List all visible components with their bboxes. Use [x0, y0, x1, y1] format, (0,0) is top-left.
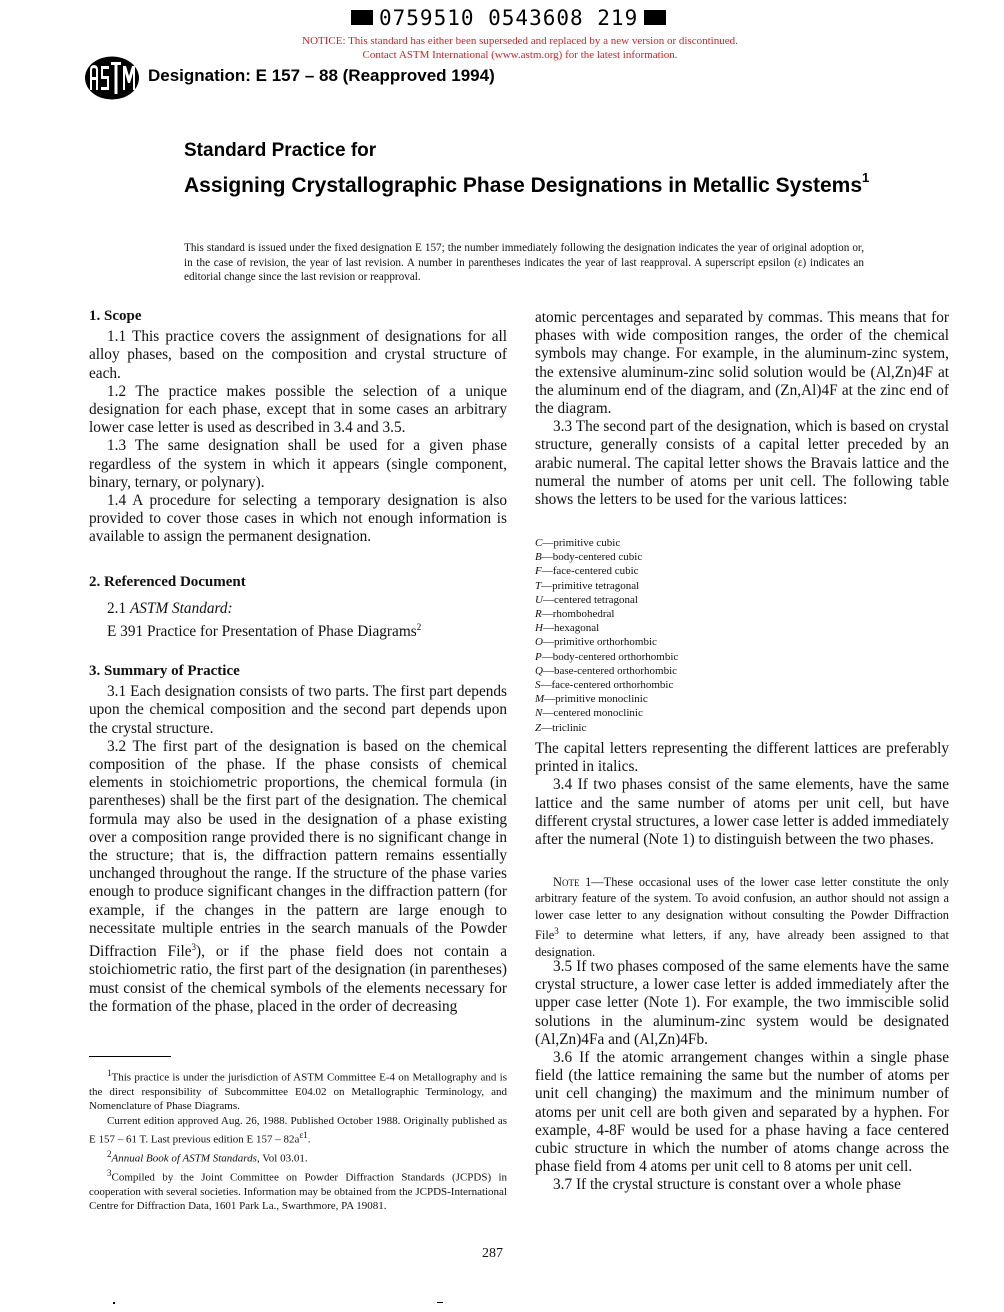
footnote-2	[89, 1147, 507, 1166]
title-footnote-ref: 1	[862, 170, 870, 185]
lattice-description: —centered tetragonal	[542, 593, 638, 606]
paragraph-number: 2.1	[107, 600, 130, 618]
lattice-description: —body-centered orthorhombic	[541, 650, 679, 663]
lattice-row	[535, 678, 678, 692]
lattice-description: —centered monoclinic	[542, 707, 643, 720]
section-referenced	[89, 573, 507, 642]
lattice-row	[535, 664, 678, 678]
title-line-1: Standard Practice for	[184, 140, 377, 161]
lattice-description: —triclinic	[541, 721, 587, 734]
paragraph-1-2: 1.2 The practice makes possible the selection of a unique designation for each phase, except that in some cases an arbitrary lower case letter is used as described in 3.4 and 3.5.	[89, 382, 507, 437]
lattice-letter: Z	[535, 721, 542, 734]
note-label: Note 1	[553, 875, 592, 889]
paragraph-3-1: 3.1 Each designation consists of two parts. The first part depends upon the chemical composition and the second part depends upon the crystal structure.	[89, 683, 507, 737]
lattice-letter: U	[535, 593, 543, 606]
lattice-row	[535, 721, 678, 735]
lattice-description: —face-centered cubic	[541, 565, 639, 578]
note-text: —These occasional uses of the lower case letter constitute the only arbitrary feature of the system. To avoid confusion, an author should not assign a lower case letter to any designation without consulting the Powder Diffraction File	[535, 875, 949, 943]
paragraph-3-3: 3.3 The second part of the designation, which is based on crystal structure, generally consists of a capital letter preceded by an arabic numeral. The capital letter shows the Bravais lattice and the numeral the number of atoms per unit cell. The following table shows the letters to be used for the various lattices:	[535, 418, 949, 509]
barcode	[345, 6, 672, 30]
notice-line-1: NOTICE: This standard has either been superseded and replaced by a new version or discontinued.	[302, 35, 738, 47]
lattice-letter: B	[535, 551, 542, 564]
title-main	[184, 167, 884, 198]
barcode-number: 0759510 0543608 219	[379, 6, 639, 30]
designation: Designation: E 157 – 88 (Reapproved 1994)	[148, 66, 495, 85]
lattice-row	[535, 593, 678, 607]
lattice-row	[535, 550, 678, 564]
paragraph-3-5: 3.5 If two phases composed of the same elements have the same crystal structure, a lower case letter is added immediately after the upper case letter (Note 1). For example, the two immiscible solid solutions in the aluminum-zinc system would be designated (Al,Zn)4Fa and (Al,Zn)4Fb.	[535, 958, 949, 1048]
lattice-letter: M	[535, 693, 545, 706]
paragraph-1-3: 1.3 The same designation shall be used for a given phase regardless of the system in which it appears (single component, binary, ternary, or polynary).	[89, 437, 507, 491]
lattice-table	[535, 536, 678, 735]
lattice-letter: P	[535, 650, 542, 663]
lattice-row	[535, 635, 678, 649]
lattice-letter: T	[535, 579, 542, 592]
paragraph-text: ), or if the phase field does not contain a stoichiometric ratio, the first part of the designation (in parentheses) must consist of the chemical symbols of the elements necessary for the formation of the phase, placed in the order of decreasing	[89, 943, 507, 1015]
paragraph-3-4: 3.4 If two phases consist of the same elements, have the same lattice and the same number of atoms per unit cell, but have different crystal structures, a lower case letter is added immediately after the numeral (Note 1) to distinguish between the two phases.	[535, 776, 949, 849]
astm-logo-icon	[84, 56, 140, 100]
right-column-bottom	[535, 958, 949, 1195]
section-heading: 3. Summary of Practice	[89, 663, 240, 679]
footnote-1	[89, 1066, 507, 1114]
lattice-letter: S	[535, 679, 541, 692]
lattice-row	[535, 536, 678, 550]
page-number: 287	[482, 1246, 503, 1261]
lattice-letter: N	[535, 707, 543, 720]
barcode-block-right	[644, 10, 666, 25]
reference-text: E 391 Practice for Presentation of Phase Diagrams	[107, 623, 417, 641]
paragraph-1-1: 1.1 This practice covers the assignment of designations for all alloy phases, based on the composition and crystal structure of each.	[89, 328, 507, 382]
footnote-book-title: Annual Book of ASTM Standards	[111, 1152, 257, 1165]
scan-artifact-dash	[437, 1302, 443, 1303]
lattice-description: —primitive orthorhombic	[542, 636, 657, 649]
section-heading: 2. Referenced Document	[89, 574, 246, 590]
note-1	[535, 874, 949, 960]
footnote-text: Current edition approved Aug. 26, 1988. Published October 1988. Originally published as E 157 – 61 T. Last previous edition E 157 – 82a	[89, 1114, 507, 1146]
footnote-text: .	[307, 1133, 311, 1146]
section-summary	[89, 662, 507, 1016]
paragraph-2-1	[89, 600, 507, 618]
lattice-row	[535, 607, 678, 621]
italics-note: The capital letters representing the different lattices are preferably printed in italics.	[535, 740, 949, 776]
lattice-description: —body-centered cubic	[541, 551, 643, 564]
paragraph-3-7: 3.7 If the crystal structure is constant over a whole phase	[553, 1176, 901, 1194]
footnote-text: This practice is under the jurisdiction of ASTM Committee E-4 on Metallography and is the direct responsibility of Subcommittee E04.02 on Metallographic Terminology, and Nomenclature of Phase Diagrams.	[89, 1071, 507, 1113]
right-column-middle	[535, 740, 949, 849]
note-text: to determine what letters, if any, have already been assigned to that designation.	[535, 928, 949, 959]
lattice-letter: F	[535, 565, 542, 578]
lattice-description: —primitive cubic	[542, 537, 621, 549]
lattice-description: —base-centered orthorhombic	[542, 664, 678, 677]
lattice-letter: H	[535, 622, 543, 635]
lattice-row	[535, 564, 678, 578]
lattice-row	[535, 621, 678, 635]
lattice-letter: C	[535, 537, 543, 549]
footnotes	[89, 1066, 507, 1213]
footnote-ref: 3	[191, 942, 196, 953]
lattice-description: —hexagonal	[542, 622, 600, 635]
footnote-ref: 3	[554, 926, 559, 937]
paragraph-3-2	[89, 738, 507, 1016]
section-heading: 1. Scope	[89, 308, 142, 324]
footnote-number: 3	[107, 1167, 112, 1178]
footnote-1-edition	[89, 1114, 507, 1147]
footnote-text: Compiled by the Joint Committee on Powder Diffraction Standards (JCPDS) in cooperation with several societies. Information may be obtained from the JCPDS-International Centre for Diffraction Data, 1601 Park La., Swarthmore, PA 19081.	[89, 1171, 507, 1212]
lattice-description: —primitive tetragonal	[541, 579, 640, 592]
footnote-number: 1	[107, 1068, 112, 1078]
right-column-top	[535, 309, 949, 509]
lattice-row	[535, 692, 678, 706]
footnote-text: , Vol 03.01.	[256, 1152, 308, 1165]
paragraph-text: 3.2 The first part of the designation is based on the chemical composition of the phase. If the phase consists of chemical elements in stoichiometric proportions, the chemical formula (in parentheses) shall be the first part of the designation. The chemical formula may also be used in the designation of a phase existing over a composition range provided there is no significant change in the structure; that is, the diffraction pattern remains essentially unchanged throughout the range. If the structure of the phase varies enough to produce significant changes in the diffraction pattern (for example, if the changes in the pattern are large enough to necessitate multiple entries in the search manuals of the Powder Diffraction File	[89, 737, 507, 961]
lattice-letter: O	[535, 636, 543, 649]
section-scope	[89, 307, 507, 547]
scan-artifact-dot	[113, 1302, 115, 1304]
lattice-row	[535, 579, 678, 593]
footnote-3	[89, 1166, 507, 1214]
paragraph-3-2-continued: atomic percentages and separated by commas. This means that for phases with wide composition ranges, the order of the chemical symbols may change. For example, in the aluminum-zinc system, the extensive aluminum-zinc solid solution would be (Al,Zn)4F at the aluminum end of the diagram, and (Zn,Al)4F at the zinc end of the diagram.	[535, 309, 949, 418]
barcode-block-left	[351, 10, 373, 25]
footnote-divider	[89, 1056, 171, 1057]
footnote-number: 2	[107, 1148, 112, 1159]
lattice-letter: Q	[535, 664, 543, 677]
footnote-ref: 2	[416, 622, 422, 633]
reference-e391	[89, 618, 507, 641]
lattice-description: —face-centered orthorhombic	[540, 679, 674, 692]
astm-standard-label: ASTM Standard:	[129, 600, 233, 618]
lattice-row	[535, 650, 678, 664]
issued-note: This standard is issued under the fixed designation E 157; the number immediately following the designation indicates the year of original adoption or, in the case of revision, the year of last revision. A number in parentheses indicates the year of last reapproval. A superscript epsilon (ε) indicates an editorial change since the last revision or reapproval.	[184, 242, 864, 283]
title-line-2: Assigning Crystallographic Phase Designations in Metallic Systems	[184, 174, 863, 197]
notice-line-2: Contact ASTM International (www.astm.org) for the latest information.	[362, 49, 678, 61]
paragraph-1-4: 1.4 A procedure for selecting a temporary designation is also provided to cover those cases in which not enough information is available to assign the permanent designation.	[89, 492, 507, 546]
lattice-letter: R	[535, 608, 542, 621]
paragraph-3-6: 3.6 If the atomic arrangement changes within a single phase field (the lattice remaining the same but the number of atoms per unit cell changing) the maximum and the minimum number of atoms per unit cell are both given and separated by a hyphen. For example, 4-8F would be used for a phase having a face centered cubic structure in which the number of atoms change across the phase field from 4 atoms per unit cell to 8 atoms per unit cell.	[535, 1049, 949, 1176]
epsilon-superscript: ε1	[299, 1129, 308, 1140]
lattice-row	[535, 706, 678, 720]
lattice-description: —rhombohedral	[541, 608, 615, 621]
lattice-description: —primitive monoclinic	[544, 693, 648, 706]
